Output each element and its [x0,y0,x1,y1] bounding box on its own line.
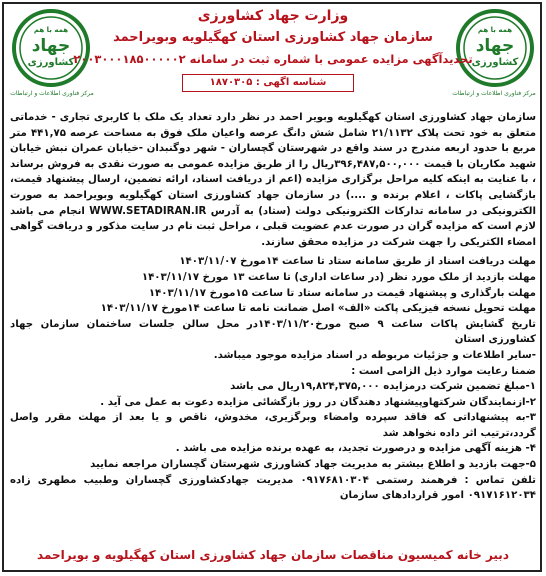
logo-text-top: همه با هم [477,26,513,34]
contact-line: تلفن تماس : فرهمند رستمی ۰۹۱۷۶۸۱۰۳۰۴ مدیریت جهادکشاورزی گچساران وطبیب مطهری زاده ۰۹۱۷۱۶۱۲۰۳۴ امور قراردادهای سازمان [10,474,537,502]
logo-text-main: جهاد [475,36,515,56]
deadline-item: مهلت بارگذاری و پیشنهاد قیمت در سامانه ستاد تا ساعت ۱۵مورخ ۱۴۰۳/۱۱/۱۷ [148,287,536,299]
intro-paragraph: سازمان جهاد کشاورزی استان کهگیلویه وبویر احمد در نظر دارد تعداد یک ملک با کاربری تجاری - خدماتی متعلق به خود تحت پلاک ۲۱/۱۱۳۲ شامل شش دانگ عرصه واعیان ملک فوق به مساحت عرصه ۴۴۱,۷۵ متر مربع با حدود اربعه مندرج در سند واقع در شهرستان گچساران - شهر دوگنبدان -خیابان عمران نبش خیابان شهید مکاریان با قیمت ۳۹۶,۴۸۷,۵۰۰,۰۰۰ریال را از طریق مزایده عمومی به صورت نقدی به فروش برساند ، با عنایت به اینکه کلیه مراحل برگزاری مزایده (اعم از دریافت اسناد، ارائه تضمین، ارسال پیشنهاد قیمت، بازگشایی پاکات ، اعلام برنده و ....) در سازمان جهاد کشاورزی استان کهگیلویه وبویراحمد به صورت الکترونیکی در سامانه تدارکات الکترونیکی دولت (ستاد) به آدرس WWW.SETADIRAN.IR انجام می باشد لازم است که مزایده گران در صورت عدم عضویت قبلی ، مراحل ثبت نام در سایت مذکور و دریافت گواهی امضاء الکتریکی را جهت شرکت در مزایده محقق سازند. [10,112,537,248]
deadline-item: -سایر اطلاعات و جزئیات مربوطه در اسناد مزایده موجود میباشد. [213,349,536,361]
logo-text-bottom: کشاورزی [27,57,75,68]
logo-caption-left: مرکز فناوری اطلاعات و ارتباطات [10,90,94,97]
deadline-item: مهلت دریافت اسناد از طریق سامانه ستاد تا ساعت ۱۴مورخ ۱۴۰۳/۱۱/۰۷ [179,256,536,268]
notice-body [10,110,536,504]
ministry-title: وزارت جهاد کشاورزی [197,8,349,24]
condition-item: ۲-ازنمایندگان شرکتهاوپیشنهاد دهندگان در روز بازگشائی مزایده دعوت به عمل می آید . [100,396,536,408]
logo-caption-right: مرکز فناوری اطلاعات و ارتباطات [452,90,536,97]
header [0,0,546,110]
ad-id-badge: شناسه اگهی : ۱۸۷۰۳۰۵ [182,74,354,92]
condition-item: ۳-به پیشنهاداتی که فاقد سپرده وامضاء وبرگزیری، مخدوش، ناقص و یا بعد از مهلت مقرر واصل گردد،ترتیب اثر داده نخواهد شد [10,412,536,439]
deadline-item: مهلت تحویل نسخه فیزیکی پاکت «الف» اصل ضمانت نامه تا ساعت ۱۴مورخ ۱۴۰۳/۱۱/۱۷ [100,303,536,315]
deadline-item: مهلت بازدید از ملک مورد نظر (در ساعات اداری) تا ساعت ۱۳ مورخ ۱۴۰۳/۱۱/۱۷ [141,271,536,283]
condition-item: ۵-جهت بازدید و اطلاع بیشتر به مدیریت جهاد کشاورزی شهرستان گچساران مراجعه نمایید [90,459,536,471]
condition-item: ۴- هزینه آگهی مزایده و درصورت تجدید، به عهده برنده مزایده می باشد . [175,443,536,455]
deadline-item: تاریخ گشایش پاکات ساعت ۹ صبح مورخ۱۴۰۳/۱۱/۲۰در محل سالن جلسات ساختمان سازمان جهاد کشاورزی استان [10,318,537,346]
condition-item: ۱-مبلغ تضمین شرکت درمزایده ۱۹,۸۲۴,۳۷۵,۰۰۰ریال می باشد [230,381,536,393]
logo-text-top: همه با هم [33,26,69,34]
logo-text-main: جهاد [31,36,71,56]
logo-text-bottom: کشاورزی [471,57,519,68]
organization-title: سازمان جهاد کشاورزی استان کهگیلویه وبویراحمد [113,30,433,45]
notice-title: تجدیدآگهی مزایده عمومی با شماره ثبت در سامانه ۲۰۰۳۰۰۰۱۸۵۰۰۰۰۰۲ [73,52,473,66]
conditions-title: ضمنا رعایت موارد ذیل الزامی است : [351,365,536,377]
footer-secretariat: دبیر خانه کمیسیون مناقصات سازمان جهاد کشاورزی استان کهگیلویه و بویراحمد [37,548,509,562]
